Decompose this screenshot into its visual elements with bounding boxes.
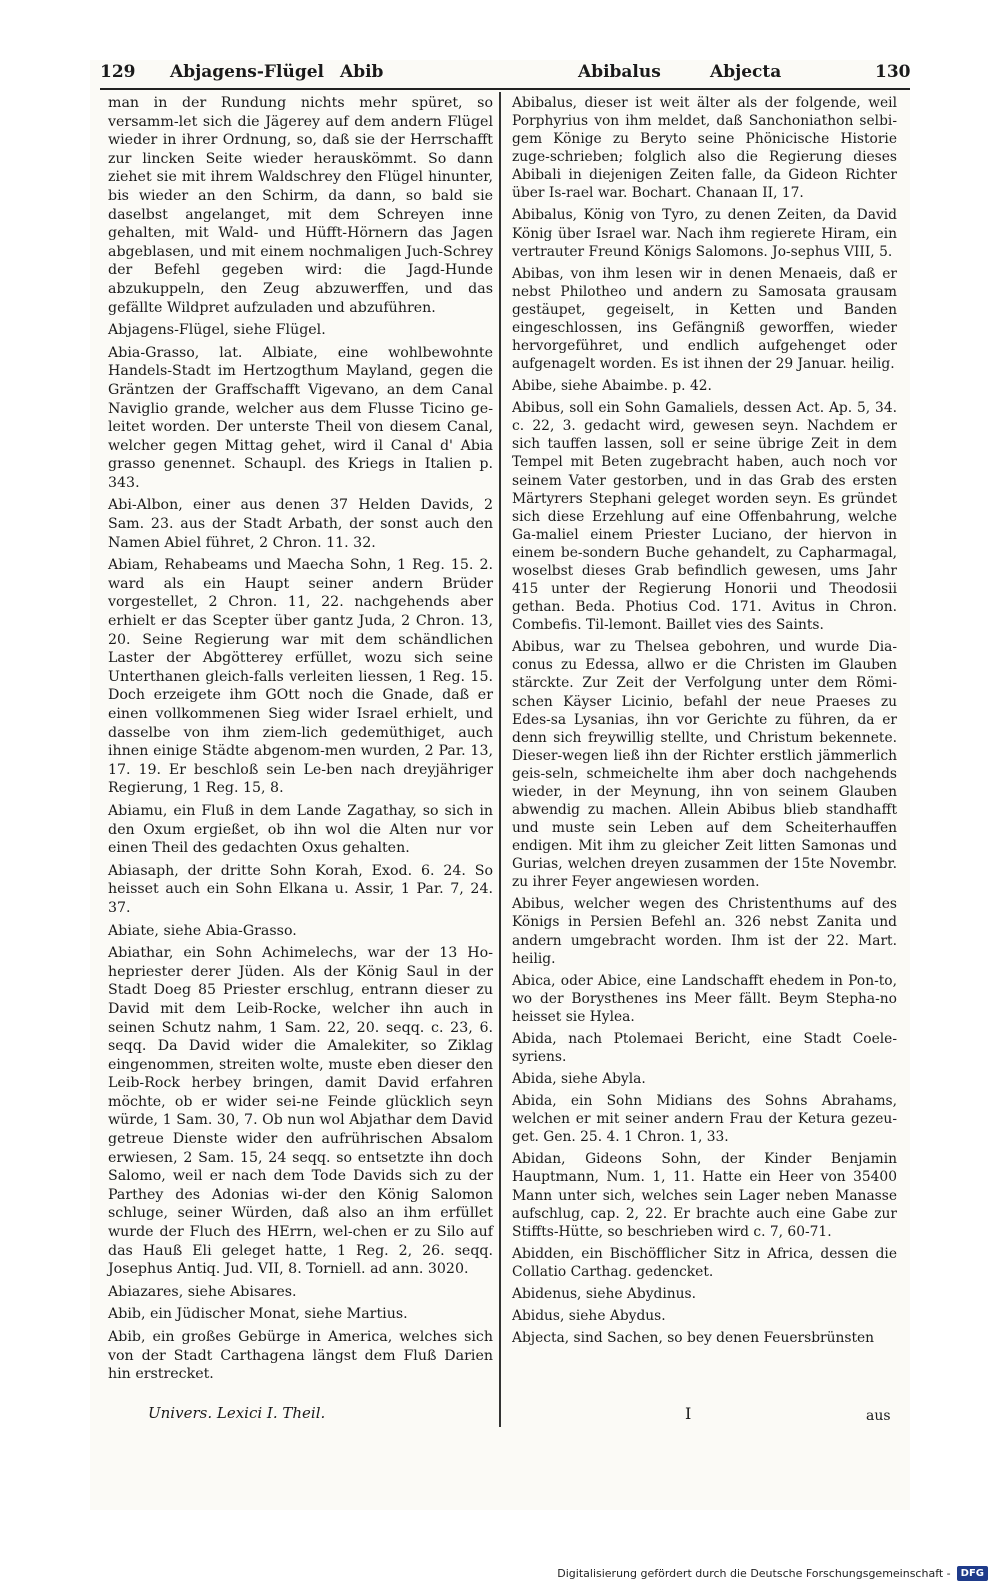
- dictionary-entry: Abia-Grasso, lat. Albiate, eine wohlbewohnte Handels-Stadt im Hertzogthum Mayland, gegen die Gräntzen der Graffschafft Vigevano, an dem Canal Naviglio grande, welcher aus dem Flusse Ticino ge-leitet worden. Der unterste Theil von diesem Canal, welcher gegen Mittag gehet, wird il Canal d' Abia grasso genennet. Schaupl. des Kriegs in Italien p. 343.: [108, 344, 493, 491]
- dictionary-entry: Abida, ein Sohn Midians des Sohns Abrahams, welchen er mit seiner andern Frau der Ketura gezeu-get. Gen. 25. 4. 1 Chron. 1, 33.: [512, 1093, 897, 1146]
- dictionary-entry: Abibe, siehe Abaimbe. p. 42.: [512, 378, 712, 395]
- dictionary-entry: Abibus, welcher wegen des Christenthums auf des Königs in Persien Befehl an. 326 nebst Zanita und andern umgebracht worden. Ihm ist der 22. Mart. heilig.: [512, 896, 897, 967]
- dictionary-entry: Abiate, siehe Abia-Grasso.: [108, 922, 297, 939]
- dictionary-entry: Abi-Albon, einer aus denen 37 Helden Davids, 2 Sam. 23. aus der Stadt Arbath, der sonst auch den Namen Abiel führet, 2 Chron. 11. 32.: [108, 497, 493, 551]
- dictionary-entry: Abiathar, ein Sohn Achimelechs, war der 13 Ho-hepriester derer Jüden. Als der König Saul in der Stadt Doeg 85 Priester erschlug, entrann dieser zu David mit dem Leib-Rocke, welcher ihn auch in seinen Schutz nahm, 1 Sam. 22, 20. seqq. c. 23, 6. seqq. Da David wider die Amalekiter, so Ziklag eingenommen, streiten wolte, muste eben dieser den Leib-Rock herbey bringen, damit David erfahren möchte, ob er wider sei-ne Feinde glücklich seyn würde, 1 Sam. 30, 7. Ob nun wol Abjathar dem David getreue Dienste wider den aufrührischen Absalom erwiesen, 2 Sam. 15, 24 seqq. so entsetzte ihn doch Salomo, weil er nach dem Tode Davids sich zu der Parthey des Adonias wi-der den König Salomon schluge, seiner Würden, daß also an ihm erfüllet wurde der Fluch des HErrn, wel-chen er zu Silo auf das Hauß Eli geleget hatte, 1 Reg. 2, 26. seqq. Josephus Antiq. Jud. VII, 8. Torniell. ad ann. 3020.: [108, 945, 493, 1278]
- dictionary-entry: Abiazares, siehe Abisares.: [108, 1283, 297, 1300]
- dictionary-entry: Abidden, ein Bischöfflicher Sitz in Africa, dessen die Collatio Carthag. gedencket.: [512, 1245, 897, 1280]
- dictionary-entry: Abibalus, König von Tyro, zu denen Zeiten, da David König über Israel war. Nach ihm regierete Hiram, ein vertrauter Freund Königs Salomons. Jo-sephus VIII, 5.: [512, 207, 897, 260]
- dictionary-entry: Abidenus, siehe Abydinus.: [512, 1285, 696, 1302]
- header-catch-right-1: Abibalus: [578, 62, 661, 82]
- page-number-right: 130: [875, 62, 911, 82]
- dictionary-entry: Abidan, Gideons Sohn, der Kinder Benjamin Hauptmann, Num. 1, 11. Hatte ein Heer von 35400 Mann unter sich, welches sein Lager neben Manasse aufschlug, cap. 2, 22. Er brachte auch eine Gabe zur Stiffts-Hütte, so beschrieben wird c. 7, 60-71.: [512, 1151, 897, 1240]
- dictionary-entry: Abibas, von ihm lesen wir in denen Menaeis, daß er nebst Philotheo und andern zu Samosata grausam gestäupet, gegeiselt, in Ketten und Banden eingeschlossen, ins Gefängniß geworffen, wieder hervorgeführet, und endlich aufgehenget oder aufgenagelt worden. Es ist ihnen der 29 Januar. heilig.: [512, 265, 897, 373]
- dictionary-entry: Abib, ein großes Gebürge in America, welches sich von der Stadt Carthagena längst dem Fluß Darien hin erstrecket.: [108, 1329, 493, 1383]
- catchword: aus: [866, 1408, 891, 1424]
- running-header: [100, 62, 910, 88]
- dictionary-entry: Abiasaph, der dritte Sohn Korah, Exod. 6. 24. So heisset auch ein Sohn Elkana u. Assir, 1 Par. 7, 24. 37.: [108, 862, 493, 916]
- digitization-credit: [557, 1563, 988, 1583]
- header-catch-left-2: Abib: [340, 62, 384, 82]
- header-catch-right-2: Abjecta: [710, 62, 782, 82]
- dictionary-entry: Abibus, war zu Thelsea gebohren, und wurde Dia-conus zu Edessa, allwo er die Christen im Glauben stärckte. Zur Zeit der Verfolgung unter dem Römi-schen Käyser Licinio, befahl der neue Praeses zu Edes-sa Lysanias, ihn vor Gerichte zu führen, da er denn sich freywillig stellte, und Christum bekennete. Dieser-wegen ließ ihn der Richter erstlich jämmerlich geis-seln, schmeichelte ihm aber doch nachgehends wieder, in der Meynung, ihn von seinem Glauben abwendig zu machen. Allein Abibus blieb standhafft und muste sein Leben auf dem Scheiterhauffen endigen. Mit ihm zu gleicher Zeit litten Samonas und Gurias, welchen dreyen zusammen der 15te Novembr. zu ihrer Feyer angewiesen worden.: [512, 639, 897, 891]
- header-catch-left-1: Abjagens-Flügel: [170, 62, 324, 82]
- dfg-logo: DFG: [957, 1566, 988, 1581]
- dictionary-entry: Abjagens-Flügel, siehe Flügel.: [108, 322, 326, 339]
- dictionary-entry: Abiam, Rehabeams und Maecha Sohn, 1 Reg. 15. 2. ward als ein Haupt seiner andern Brüder vorgestellet, 2 Chron. 11, 22. nachgehends aber erhielt er das Scepter über gantz Juda, 2 Chron. 13, 20. Seine Regierung war mit dem schändlichen Laster der Abgötterey erfüllet, wozu sich seine Unterthanen gleich-falls verleiten liessen, 1 Reg. 15. Doch erzeigete ihm GOtt noch die Gnade, daß er einen vollkommenen Sieg wider Israel erhielt, und dasselbe von ihm ziem-lich gedemüthiget, auch ihnen einige Städte abgenom-men wurden, 2 Par. 13, 17. 19. Er beschloß sein Le-ben nach dreyjähriger Regierung, 1 Reg. 15, 8.: [108, 557, 493, 797]
- column-divider: [499, 92, 501, 1427]
- dictionary-entry: Abidus, siehe Abydus.: [512, 1308, 666, 1324]
- credit-text: Digitalisierung gefördert durch die Deutsche Forschungsgemeinschaft -: [557, 1566, 951, 1580]
- signature-mark: I: [685, 1404, 692, 1423]
- dictionary-entry: Abib, ein Jüdischer Monat, siehe Martius.: [108, 1306, 408, 1323]
- dictionary-entry: Abida, nach Ptolemaei Bericht, eine Stadt Coele-syriens.: [512, 1030, 897, 1065]
- dictionary-entry: Abibalus, dieser ist weit älter als der folgende, weil Porphyrius von ihm meldet, daß Sanchoniathon selbi-gem Könige zu Beryto seine Phönicische Historie zuge-schrieben; folglich also die Regierung dieses Abibali in diejenigen Zeiten falle, da Gideon Richter über Is-rael war. Bochart. Chanaan II, 17.: [512, 95, 897, 202]
- dictionary-entry: Abica, oder Abice, eine Landschafft ehedem in Pon-to, wo der Borysthenes ins Meer fällt. Beym Stepha-no heisset sie Hylea.: [512, 972, 897, 1025]
- footer-title: Univers. Lexici I. Theil.: [148, 1404, 326, 1422]
- header-rule: [100, 88, 910, 90]
- dictionary-entry: Abida, siehe Abyla.: [512, 1071, 646, 1088]
- right-column: [512, 94, 897, 1351]
- dictionary-entry: man in der Rundung nichts mehr spüret, so versamm-let sich die Jägerey auf dem andern Flügel wieder in ihrer Ordnung, so, daß sie der Herrschafft zur lincken Seite wieder herauskömmt. So dann ziehet sie mit ihrem Waldschrey den Flügel hinunter, bis wieder an den Schirm, da dann, so bald sie daselbst angelanget, mit dem Schreyen inne gehalten, mit Wald- und Hüfft-Hörnern das Jagen abgeblasen, und mit einem nochmaligen Juch-Schrey der Befehl gegeben wird: die Jagd-Hunde abzukuppeln, den Zeug abzuwerffen, und das gefällte Wildpret aufzuladen und abzuführen.: [108, 95, 493, 316]
- dictionary-entry: Abjecta, sind Sachen, so bey denen Feuersbrünsten: [512, 1330, 875, 1347]
- page-number-left: 129: [100, 62, 136, 82]
- dictionary-entry: Abiamu, ein Fluß in dem Lande Zagathay, so sich in den Oxum ergießet, ob ihn wol die Alten nur vor einen Theil des gedachten Oxus gehalten.: [108, 802, 493, 857]
- left-column: [108, 94, 493, 1388]
- dictionary-entry: Abibus, soll ein Sohn Gamaliels, dessen Act. Ap. 5, 34. c. 22, 3. gedacht wird, gewesen seyn. Nachdem er sich tauffen lassen, soll er seine übrige Zeit in dem Tempel mit Beten zugebracht haben, auch noch vor seinem Vater gestorben, und in das Grab des ersten Märtyrers Stephani geleget worden seyn. Es gründet sich diese Erzehlung auf eine Offenbahrung, welche Ga-maliel einem Priester Luciano, der hiervon in einem be-sondern Buche gehandelt, zu Capharmagal, woselbst dieses Grab befindlich gewesen, ums Jahr 415 unter der Regierung Honorii und Theodosii gethan. Beda. Photius Cod. 171. Avitus in Chron. Combefis. Til-lemont. Baillet vies des Saints.: [512, 400, 897, 634]
